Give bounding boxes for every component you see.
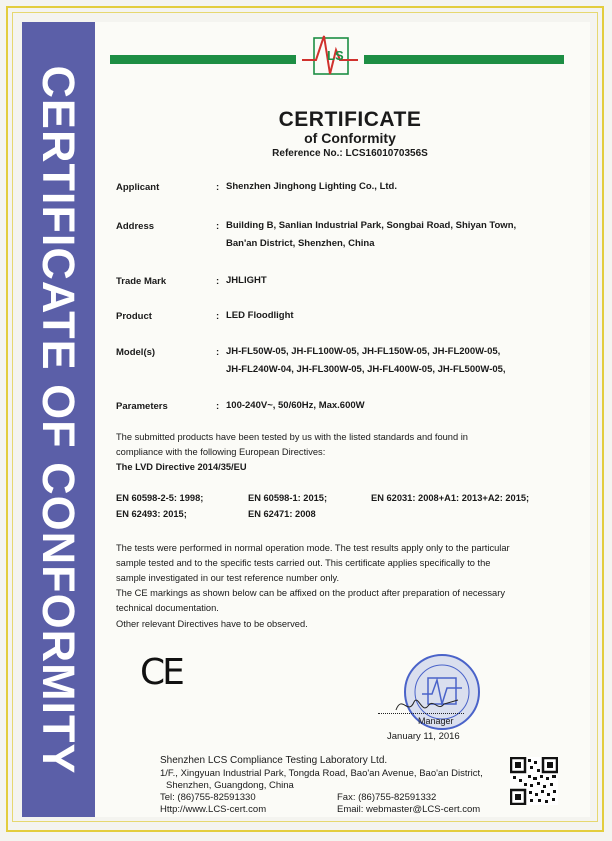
issue-date: January 11, 2016 [387,731,460,742]
footer-tel: Tel: (86)755-82591330 [160,792,256,803]
note-line: Other relevant Directives have to be observed. [116,619,308,629]
footer-fax: Fax: (86)755-82591332 [337,792,437,803]
header-bar-left [110,55,296,64]
footer-address-1: 1/F., Xingyuan Industrial Park, Tongda Road, Bao'an Avenue, Bao'an District, [160,768,483,779]
note-line: sample investigated in our test reference number only. [116,573,340,583]
trade-mark-label: Trade Mark [116,276,167,287]
note-line: sample tested and to the specific tests carried out. This certificate applies specifically to the [116,558,491,568]
ce-mark: CE [140,652,182,693]
parameters-label: Parameters [116,401,168,412]
footer-company: Shenzhen LCS Compliance Testing Laboratory Ltd. [160,755,388,766]
standard: EN 60598-1: 2015; [248,493,328,503]
models-label: Model(s) [116,347,156,358]
models-line-1: JH-FL50W-05, JH-FL100W-05, JH-FL150W-05, JH-FL200W-05, [226,346,501,357]
applicant-label: Applicant [116,182,160,193]
certificate-subtitle: of Conformity [304,130,396,146]
product-label: Product [116,311,152,322]
qr-code-icon [510,757,558,805]
footer-address-2: Shenzhen, Guangdong, China [166,780,294,791]
intro-line-2: compliance with the following European Directives: [116,447,326,457]
colon: : [216,347,220,358]
address-label: Address [116,221,155,232]
certificate-title: CERTIFICATE [278,108,422,131]
standard: EN 60598-2-5: 1998; [116,493,204,503]
lcs-logo-icon [300,30,360,80]
standard: EN 62031: 2008+A1: 2013+A2: 2015; [371,493,530,503]
standard: EN 62471: 2008 [248,509,316,519]
reference-number: Reference No.: LCS1601070356S [272,148,428,159]
signature-line [378,713,464,714]
svg-text:LS: LS [327,48,344,63]
colon: : [216,311,220,322]
note-line: The tests were performed in normal operation mode. The test results apply only to the particular [116,543,510,553]
colon: : [216,401,220,412]
parameters-value: 100-240V~, 50/60Hz, Max.600W [226,400,365,411]
directive: The LVD Directive 2014/35/EU [116,462,247,472]
standard: EN 62493: 2015; [116,509,187,519]
note-line: The CE markings as shown below can be affixed on the product after preparation of necessary [116,588,505,598]
address-line-1: Building B, Sanlian Industrial Park, Songbai Road, Shiyan Town, [226,220,517,231]
colon: : [216,221,220,232]
colon: : [216,276,220,287]
address-line-2: Ban'an District, Shenzhen, China [226,238,375,249]
models-line-2: JH-FL240W-04, JH-FL300W-05, JH-FL400W-05, JH-FL500W-05, [226,364,506,375]
side-band-text: CERTIFICATE OF CONFORMITY [33,65,84,775]
footer-email: Email: webmaster@LCS-cert.com [337,804,481,815]
note-line: technical documentation. [116,603,219,613]
product-value: LED Floodlight [226,310,294,321]
colon: : [216,182,220,193]
footer-website: Http://www.LCS-cert.com [160,804,267,815]
applicant-value: Shenzhen Jinghong Lighting Co., Ltd. [226,181,397,192]
trade-mark-value: JHLIGHT [226,275,267,286]
header-bar-right [364,55,564,64]
intro-line-1: The submitted products have been tested by us with the listed standards and found in [116,432,468,442]
signatory-role: Manager [418,716,454,726]
